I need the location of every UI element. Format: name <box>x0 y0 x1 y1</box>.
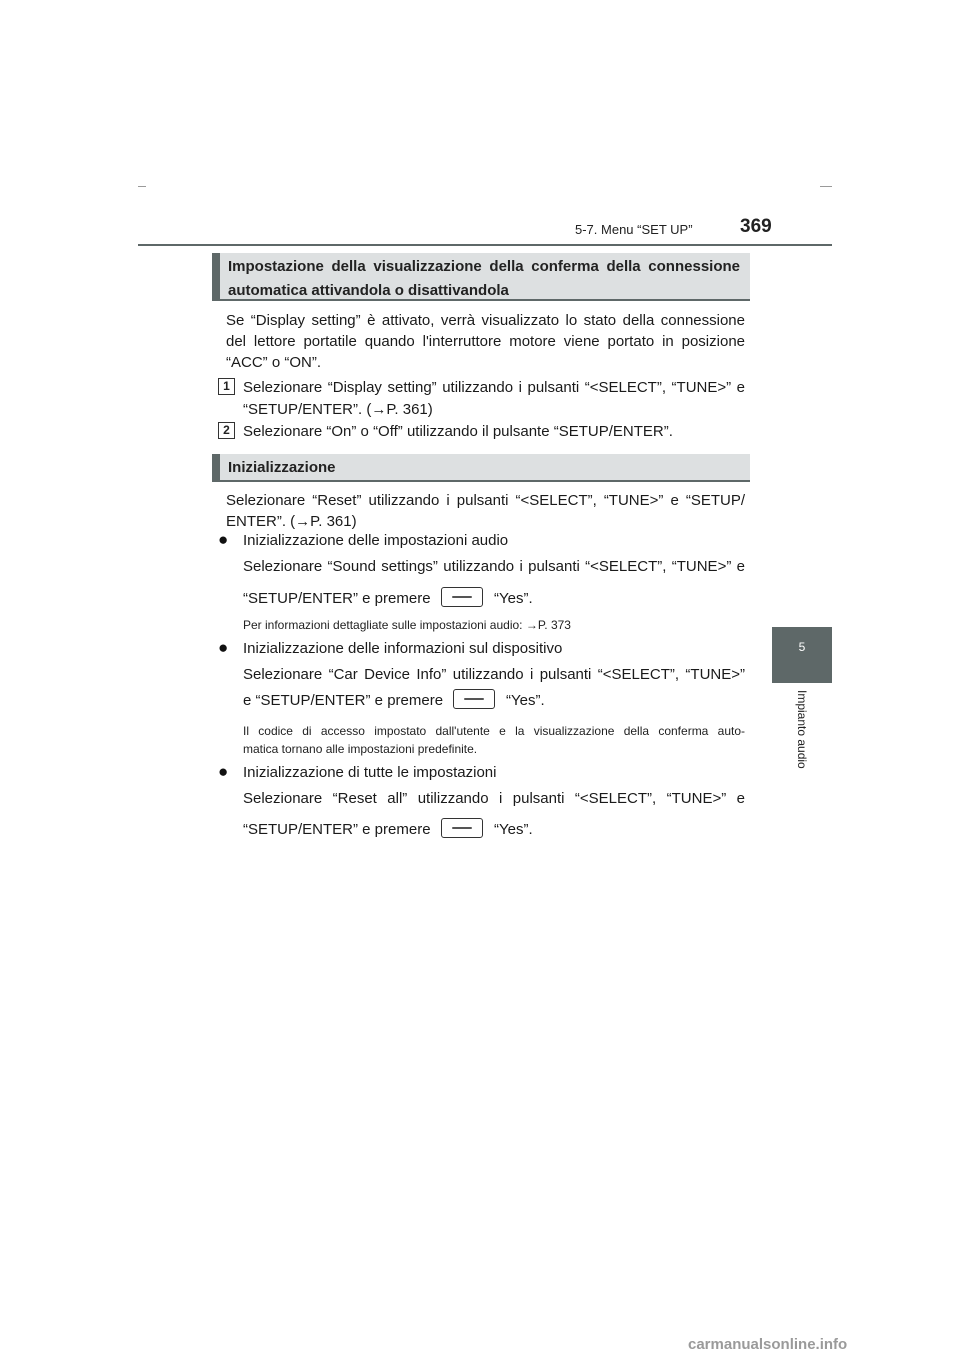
item-text-line-end: “Yes”. <box>494 821 533 838</box>
chapter-label: Impianto audio <box>795 690 809 769</box>
bullet-icon: ● <box>218 638 229 657</box>
crop-mark-left <box>138 186 146 187</box>
section2-intro-line: ENTER”. (→P. 361) <box>226 513 357 530</box>
setup-enter-button-icon <box>441 587 483 607</box>
section1-intro-line: Se “Display setting” è attivato, verrà visualizzato lo stato della connessione <box>226 312 745 329</box>
crop-mark-right <box>820 186 832 187</box>
step-number-badge: 1 <box>218 378 235 395</box>
chapter-number: 5 <box>798 640 806 654</box>
section1-intro-line: “ACC” o “ON”. <box>226 354 321 371</box>
section1-intro-line: del lettore portatile quando l'interruttore motore viene portato in posizione <box>226 333 745 350</box>
item-text-line: e “SETUP/ENTER” e premere <box>243 692 444 709</box>
item-note: Il codice di accesso impostato dall'utente e la visualizzazione della conferma auto- <box>243 724 745 738</box>
header-section-title: 5-7. Menu “SET UP” <box>575 222 693 237</box>
step-text-line: Selezionare “Display setting” utilizzando i pulsanti “<SELECT”, “TUNE>” e <box>243 379 745 396</box>
chapter-tab <box>772 627 832 683</box>
item-title: Inizializzazione di tutte le impostazioni <box>243 764 497 781</box>
item-title: Inizializzazione delle impostazioni audio <box>243 532 509 549</box>
item-text-line: Selezionare “Sound settings” utilizzando i pulsanti “<SELECT”, “TUNE>” e <box>243 558 745 575</box>
bullet-icon: ● <box>218 530 229 549</box>
step-text-line: Selezionare “On” o “Off” utilizzando il pulsante “SETUP/ENTER”. <box>243 423 673 440</box>
header-rule <box>138 244 832 246</box>
item-text-line: “SETUP/ENTER” e premere <box>243 821 431 838</box>
section-heading-line: automatica attivandola o disattivandola <box>228 282 509 299</box>
item-title: Inizializzazione delle informazioni sul dispositivo <box>243 640 563 657</box>
item-note: matica tornano alle impostazioni predefinite. <box>243 742 478 756</box>
setup-enter-button-icon <box>453 689 495 709</box>
item-note: Per informazioni dettagliate sulle impostazioni audio: →P. 373 <box>243 618 571 632</box>
section-heading-initialization: Inizializzazione <box>212 454 750 482</box>
bullet-icon: ● <box>218 762 229 781</box>
step-text-line: “SETUP/ENTER”. (→P. 361) <box>243 401 433 418</box>
item-text-line: Selezionare “Reset all” utilizzando i pulsanti “<SELECT”, “TUNE>” e <box>243 790 745 807</box>
section-heading-line: Impostazione della visualizzazione della conferma della connessione <box>228 258 740 275</box>
item-text-line: Selezionare “Car Device Info” utilizzando i pulsanti “<SELECT”, “TUNE>” <box>243 666 745 683</box>
watermark: carmanualsonline.info <box>688 1336 848 1353</box>
item-text-line-end: “Yes”. <box>494 590 533 607</box>
section2-intro-line: Selezionare “Reset” utilizzando i pulsanti “<SELECT”, “TUNE>” e “SETUP/ <box>226 492 745 509</box>
step-number-badge: 2 <box>218 422 235 439</box>
item-text-line: “SETUP/ENTER” e premere <box>243 590 431 607</box>
item-text-line-end: “Yes”. <box>506 692 545 709</box>
section-heading-auto-confirm <box>212 253 750 301</box>
page-number: 369 <box>740 216 772 237</box>
setup-enter-button-icon <box>441 818 483 838</box>
